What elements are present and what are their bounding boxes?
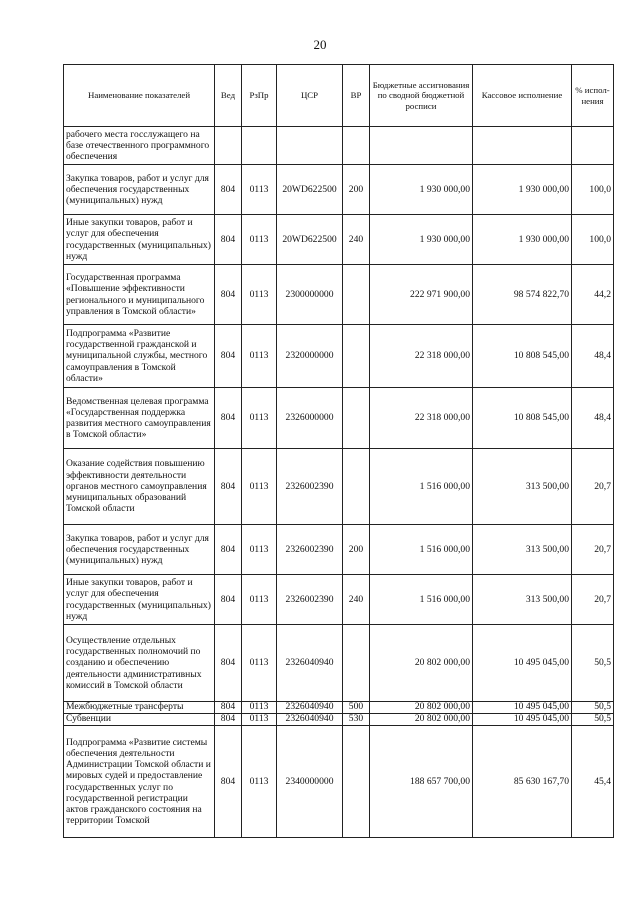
- row-budget: 22 318 000,00: [370, 388, 473, 449]
- header-percent: % испол-нения: [572, 65, 614, 127]
- row-csr: 20WD622500: [277, 215, 343, 265]
- row-vr: 200: [343, 525, 370, 575]
- row-rzpr: [242, 127, 277, 165]
- row-name: Иные закупки товаров, работ и услуг для обеспечения государственных (муниципальных) нужд: [64, 575, 215, 625]
- row-name: Иные закупки товаров, работ и услуг для обеспечения государственных (муниципальных) нужд: [64, 215, 215, 265]
- row-rzpr: 0113: [242, 165, 277, 215]
- row-percent: 45,4: [572, 726, 614, 838]
- row-cash: 85 630 167,70: [473, 726, 572, 838]
- row-rzpr: 0113: [242, 449, 277, 525]
- row-cash: 313 500,00: [473, 525, 572, 575]
- row-csr: [277, 127, 343, 165]
- row-ved: 804: [215, 575, 242, 625]
- row-ved: 804: [215, 702, 242, 714]
- header-vr: ВР: [343, 65, 370, 127]
- table-row: [64, 265, 614, 325]
- row-ved: 804: [215, 714, 242, 726]
- row-budget: 22 318 000,00: [370, 325, 473, 388]
- row-rzpr: 0113: [242, 575, 277, 625]
- row-rzpr: 0113: [242, 215, 277, 265]
- row-cash: 98 574 822,70: [473, 265, 572, 325]
- row-percent: 48,4: [572, 388, 614, 449]
- row-ved: 804: [215, 388, 242, 449]
- row-budget: 188 657 700,00: [370, 726, 473, 838]
- table-row: [64, 449, 614, 525]
- table-row: [64, 726, 614, 838]
- row-rzpr: 0113: [242, 265, 277, 325]
- row-name: Государственная программа «Повышение эффективности регионального и муниципального управления в Томской области»: [64, 265, 215, 325]
- row-vr: 240: [343, 575, 370, 625]
- row-percent: 50,5: [572, 714, 614, 726]
- row-ved: 804: [215, 265, 242, 325]
- table-header-row: [64, 65, 614, 127]
- row-rzpr: 0113: [242, 702, 277, 714]
- row-vr: [343, 265, 370, 325]
- table-row: [64, 625, 614, 702]
- row-name: Подпрограмма «Развитие системы обеспечения деятельности Администрации Томской области и мировых судей и предоставление государственных услуг по государственной регистрации актов гражданского состояния на территории Томской: [64, 726, 215, 838]
- row-cash: 313 500,00: [473, 575, 572, 625]
- row-ved: 804: [215, 215, 242, 265]
- row-ved: [215, 127, 242, 165]
- row-budget: 1 516 000,00: [370, 525, 473, 575]
- row-vr: 240: [343, 215, 370, 265]
- row-csr: 2326002390: [277, 449, 343, 525]
- page-number: 20: [313, 37, 327, 52]
- row-cash: 10 495 045,00: [473, 714, 572, 726]
- row-percent: 48,4: [572, 325, 614, 388]
- row-csr: 2300000000: [277, 265, 343, 325]
- table-row: [64, 215, 614, 265]
- row-csr: 2326040940: [277, 702, 343, 714]
- row-budget: 20 802 000,00: [370, 714, 473, 726]
- row-percent: 100,0: [572, 215, 614, 265]
- row-name: Закупка товаров, работ и услуг для обеспечения государственных (муниципальных) нужд: [64, 165, 215, 215]
- row-csr: 2326000000: [277, 388, 343, 449]
- row-rzpr: 0113: [242, 388, 277, 449]
- table-row: [64, 165, 614, 215]
- row-percent: 20,7: [572, 525, 614, 575]
- row-percent: [572, 127, 614, 165]
- row-rzpr: 0113: [242, 726, 277, 838]
- row-budget: 1 516 000,00: [370, 575, 473, 625]
- row-vr: [343, 449, 370, 525]
- row-rzpr: 0113: [242, 325, 277, 388]
- row-csr: 2340000000: [277, 726, 343, 838]
- row-budget: 1 516 000,00: [370, 449, 473, 525]
- row-vr: [343, 388, 370, 449]
- row-csr: 20WD622500: [277, 165, 343, 215]
- row-vr: 500: [343, 702, 370, 714]
- row-ved: 804: [215, 449, 242, 525]
- row-ved: 804: [215, 525, 242, 575]
- header-rzpr: РзПр: [242, 65, 277, 127]
- row-budget: 20 802 000,00: [370, 702, 473, 714]
- row-percent: 100,0: [572, 165, 614, 215]
- row-name: Закупка товаров, работ и услуг для обеспечения государственных (муниципальных) нужд: [64, 525, 215, 575]
- header-budget: Бюджетные ассигнования по сводной бюджетной росписи: [370, 65, 473, 127]
- row-name: Ведомственная целевая программа «Государственная поддержка развития местного самоуправления в Томской области»: [64, 388, 215, 449]
- row-name: Оказание содействия повышению эффективности деятельности органов местного самоуправления муниципальных образований Томской области: [64, 449, 215, 525]
- row-csr: 2326002390: [277, 575, 343, 625]
- row-csr: 2326040940: [277, 625, 343, 702]
- row-cash: 10 495 045,00: [473, 625, 572, 702]
- row-ved: 804: [215, 165, 242, 215]
- row-budget: 1 930 000,00: [370, 215, 473, 265]
- table-row: [64, 525, 614, 575]
- row-rzpr: 0113: [242, 625, 277, 702]
- budget-execution-table: [63, 64, 614, 838]
- table-row: [64, 388, 614, 449]
- row-rzpr: 0113: [242, 714, 277, 726]
- row-csr: 2320000000: [277, 325, 343, 388]
- header-ved: Вед: [215, 65, 242, 127]
- row-name: Субвенции: [64, 714, 215, 726]
- row-cash: 10 808 545,00: [473, 388, 572, 449]
- row-ved: 804: [215, 325, 242, 388]
- row-percent: 44,2: [572, 265, 614, 325]
- row-cash: 10 808 545,00: [473, 325, 572, 388]
- row-cash: [473, 127, 572, 165]
- table-row: [64, 325, 614, 388]
- row-cash: 1 930 000,00: [473, 165, 572, 215]
- row-rzpr: 0113: [242, 525, 277, 575]
- row-percent: 20,7: [572, 575, 614, 625]
- table-row: [64, 575, 614, 625]
- row-vr: [343, 325, 370, 388]
- header-csr: ЦСР: [277, 65, 343, 127]
- row-budget: 20 802 000,00: [370, 625, 473, 702]
- table-row: [64, 702, 614, 714]
- row-name: Подпрограмма «Развитие государственной гражданской и муниципальной службы, местного самоуправления в Томской области»: [64, 325, 215, 388]
- header-cash: Кассовое исполнение: [473, 65, 572, 127]
- row-percent: 20,7: [572, 449, 614, 525]
- row-vr: 530: [343, 714, 370, 726]
- row-vr: [343, 726, 370, 838]
- row-cash: 10 495 045,00: [473, 702, 572, 714]
- row-cash: 1 930 000,00: [473, 215, 572, 265]
- row-name: рабочего места госслужащего на базе отечественного программного обеспечения: [64, 127, 215, 165]
- row-vr: 200: [343, 165, 370, 215]
- row-name: Межбюджетные трансферты: [64, 702, 215, 714]
- row-vr: [343, 625, 370, 702]
- row-percent: 50,5: [572, 702, 614, 714]
- row-budget: 1 930 000,00: [370, 165, 473, 215]
- row-budget: [370, 127, 473, 165]
- table-row: [64, 714, 614, 726]
- row-csr: 2326002390: [277, 525, 343, 575]
- row-name: Осуществление отдельных государственных полномочий по созданию и обеспечению деятельности административных комиссий в Томской области: [64, 625, 215, 702]
- row-ved: 804: [215, 726, 242, 838]
- row-csr: 2326040940: [277, 714, 343, 726]
- row-ved: 804: [215, 625, 242, 702]
- row-cash: 313 500,00: [473, 449, 572, 525]
- row-percent: 50,5: [572, 625, 614, 702]
- header-name: Наименование показателей: [64, 65, 215, 127]
- row-vr: [343, 127, 370, 165]
- table-row: [64, 127, 614, 165]
- row-budget: 222 971 900,00: [370, 265, 473, 325]
